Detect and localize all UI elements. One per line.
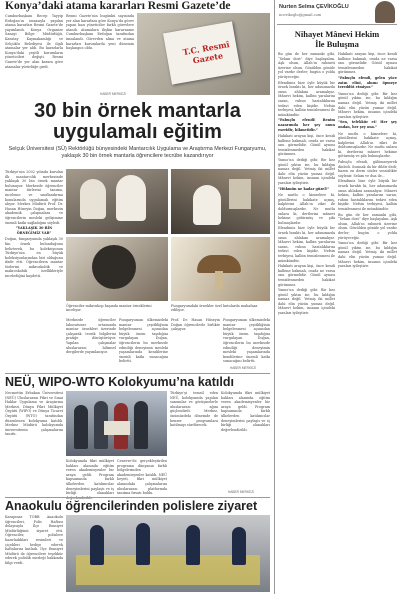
article4-body: Karapınar TOBB Anaokulu öğrencileri, Polis Haftası dolayısıyla İlçe Emniyet Müdürlüğünü ziyaret etti. Öğrenciler, polislere hazırladıkları resimleri ve çiçekleri hediye ederek haftalarını kutladı. İlçe Emniyet Müdürü de öğrencilere teşekkür ederek polislik mesleği hakkında bilgi verdi. <box>5 515 63 565</box>
article2-headline-line2: uygulamalı eğitim <box>53 121 222 143</box>
article2-headline-line1: 30 bin örnek mantarla <box>34 100 241 122</box>
article3-col3: Cenevre’de gerçekleştirilen programa dünyanın farklı bölgelerinden akademisyenler katıldı. NEÜ heyeti, fikri mülkiyet alanındaki çalışmalarını uluslararası platformda tanıtma fırsatı buldu. <box>117 459 167 496</box>
column-title-line1: Nihayet Mânevi Hekim <box>294 29 380 39</box>
column-quote-2: “Pabuçlu efendi, gelen yüce zatın elini, alnını öpmeye tereddüt etmiyor.” <box>338 75 397 90</box>
article3-col5: Kolokyumda fikri mülkiyet hakları alanında eğitim veren akademisyenler bir araya geldi. Program kapsamında farklı ülkelerden katılımcılar deneyimlerini paylaştı ve iş birliği olanakları değerlendirildi. <box>221 391 270 432</box>
column-paragraph-3: Hakikati arayan kişi, önce kendi kalbine bakmalı, orada ne varsa onu görmelidir. Gönül aynası temizlenmeden hakikat görünmez. <box>278 134 335 157</box>
column-paragraph-r1: Hakikati arayan kişi, önce kendi kalbine bakmalı, orada ne varsa onu görmelidir. Gönül aynası temizlenmeden hakikat görünmez. <box>338 52 397 75</box>
article2-subhead: “YAKLAŞIK 30 BİN ÖRNEĞİMİZ VAR” <box>15 226 53 235</box>
article2-col1-more: Doğan, fungaryumda yaklaşık 30 bin örnek bulunduğunu belirterek, bu koleksiyonun Türkiye’nin en büyük koleksiyonlarından biri olduğunu ifade etti. Öğrencilerin mantar türlerini mikroskobik ve makroskobik özellikleriyle incelediğini kaydetti. <box>5 237 63 279</box>
resmi-gazete-photo <box>137 13 270 95</box>
article1-left-column: Cumhurbaşkanı Recep Tayyip Erdoğan’ın imzasıyla yapılan atama kararları Resmi Gazete’de yayımlandı. Konya Organize Sanayi Bölge Müdürlüğü, Karatay Kaymakamlığı ve Selçuklu Belediyesi ile ilgili atamalar yer aldı. Bu kararlarla Konya’daki çeşitli kurumların yöneticileri değişti. Resmi Gazete’de yer alan karara göre atamalar yürürlüğe girdi. <box>5 14 63 69</box>
column-author-email: ncevikoglu@gmail.com <box>279 13 322 17</box>
author-portrait <box>375 1 395 23</box>
section-divider-2 <box>5 497 270 498</box>
column-paragraph-r3: Ne mutlu o kimselere ki, gönüllerini hakikate açmış, kalplerini Allah’ın zikri ile doldurmuşlardır. Ne mutlu onlara ki, dertlerini mânevi hekime götürmüş ve şifa bulmuşlardır. <box>338 131 397 159</box>
article1-headline: Konya’daki atama kararları Resmi Gazete’de <box>5 0 231 12</box>
article3-byline: HABER MERKEZİ <box>228 490 255 494</box>
article1-byline: HABER MERKEZİ <box>100 92 127 96</box>
article4-headline: Anaokulu öğrencilerinden polislere ziyaret <box>5 499 258 513</box>
column-vertical-rule <box>274 0 275 594</box>
column-paragraph-r5: Bu gün de her zamanki gibi, “Selam dost” diye başlayalım. Aşk olsun, Allah’ın rahmeti üzerine olsun. Gönülden gönüle yol vardır derler; bugün o yolda yürüyeceğiz. <box>338 212 397 240</box>
article3-col4: Türkiye’yi temsil eden NEÜ, kolokyumda yapılan sunumlar ve görüşmelerle uluslararası ağını güçlendirdi. Merkez, önümüzdeki dönemde de benzer programlara katılmayı sürdürecek. <box>170 391 218 428</box>
article2-col4: Fungaryumun ülkemizdeki mantar çeşitliliğinin belgelenmesi açısından büyük önem taşıdığını vurgulayan Doğan, öğrencilerin bu merkezde edindiği deneyimin mesleki yaşamlarında kendilerine önemli katkı sunacağını belirtti. <box>119 318 168 364</box>
photo-caption-2: Fungaryumdaki örnekler özel kutularda muhafaza ediliyor. <box>171 304 258 313</box>
column-quote-4: “Sen, tefekkür et! Her şey ondan, her şey ona.” <box>338 120 397 129</box>
column-paragraph-2b: Efendimiz bize öyle büyük bir örnek bıraktı ki, her adımımızda onun ahlakını aramalıyız. Mânevi hekim, kalbin yaralarını saran, ruhun hastalıklarını tedavi eden kişidir. Nefsin terbiyesi, kalbin temizlenmesi ile mümkündür. <box>278 226 335 263</box>
kindergarten-police-photo <box>66 515 270 592</box>
column-title-line2: İle Buluşma <box>315 39 359 49</box>
article2-col6: Fungaryumun ülkemizdeki mantar çeşitliliğinin belgelenmesi açısından büyük önem taşıdığını vurgulayan Doğan, öğrencilerin bu merkezde edindiği deneyimin mesleki yaşamlarında kendilerine önemli katkı sunacağını belirtti. <box>223 318 270 364</box>
column-text-right <box>338 52 397 592</box>
gazette-label: T.C. Resmî Gazete <box>181 39 231 66</box>
article2-col5: Prof. Dr. Hasan Hüseyin Doğan öğrencilerle birlikte çalışıyor. <box>171 318 220 332</box>
column-author-header <box>277 0 397 25</box>
column-paragraph-3b: Hakikati arayan kişi, önce kendi kalbine bakmalı, orada ne varsa onu görmelidir. Gönül aynası temizlenmeden hakikat görünmez. <box>278 264 335 287</box>
article3-headline: NEÜ, WIPO-WTO Kolokyumu’na katıldı <box>5 375 234 389</box>
column-text-left <box>278 52 335 592</box>
article2-lead: Selçuk Üniversitesi (SÜ) Rektörlüğü bünyesindeki Mantarcılık Uygulama ve Araştırma Merkezi Fungaryumu, yaklaşık 30 bin örnek mantarla öğrencilere tecrübe kazandırıyor <box>8 146 267 159</box>
article2-col1-text: Türkiye’nin 2002 yılında kurulan ilk mantarcılık merkezinde yaklaşık 30 bin örnek mantar bulunuyor. Merkezde öğrenciler mantar türlerini tanıma, inceleme ve sınıflandırma konularında uygulamalı eğitim alıyor. Merkez Müdürü Prof. Dr. Hasan Hüseyin Doğan, merkezin akademik çalışmalara ve öğrencilerin mesleki gelişimine önemli katkı sağladığını söyledi. <box>5 170 63 225</box>
microscope-photo <box>66 237 168 301</box>
column-paragraph-r2: Yunus’un dediği gibi: Bir kez gönül yıktın ise, bu kıldığın namaz değil. Yetmiş iki millet dahi elin yüzün yumaz değil. Mânevi hekim, insanın içindeki yaraları iyileştirir. <box>338 91 397 119</box>
article3-col2: Kolokyumda fikri mülkiyet hakları alanında eğitim veren akademisyenler bir araya geldi. Program kapsamında farklı ülkelerden katılımcılar deneyimlerini paylaştı ve iş birliği olanakları değerlendirildi. <box>66 459 114 500</box>
column-paragraph-4b: Yunus’un dediği gibi: Bir kez gönül yıktın ise, bu kıldığın namaz değil. Yetmiş iki millet dahi elin yüzün yumaz değil. Mânevi hekim, insanın içindeki yaraları iyileştirir. <box>278 288 335 316</box>
column-author-name: Nurten Selma ÇEVİKOĞLU <box>279 4 349 10</box>
article3-col1: Necmettin Erbakan Üniversitesi (NEÜ) Uluslararası Fikri ve Sınai Haklar Uygulama ve Araştırma Merkezi, Dünya Fikri Mülkiyet Örgütü (WIPO) ve Dünya Ticaret Örgütü (WTO) tarafından düzenlenen kolokyuma katıldı. Merkez Müdürü kolokyumda üniversitenin çalışmalarını tanıttı. <box>5 391 63 437</box>
column-paragraph-1: Bu gün de her zamanki gibi, “Selam dost” diye başlayalım. Aşk olsun, Allah’ın rahmeti üzerine olsun. Gönülden gönüle yol vardır derler; bugün o yolda yürüyeceğiz. <box>278 52 335 79</box>
article2-col1 <box>5 170 63 370</box>
lab-photo-large <box>66 169 168 234</box>
column-paragraph-2: Efendimiz bize öyle büyük bir örnek bıraktı ki, her adımımızda onun ahlakını aramalıyız. Mânevi hekim, kalbin yaralarını saran, ruhun hastalıklarını tedavi eden kişidir. Nefsin terbiyesi, kalbin temizlenmesi ile mümkündür. <box>278 80 335 117</box>
column-quote-1: “Pabuçlu efendi! Benim nazarımda her şey onun eseridir, hikmetidir.” <box>278 118 335 132</box>
article1-mid-column: Resmi Gazete’nin bugünkü sayısında yer alan kararlara göre Konya’da görev yapan bazı yöneticiler farklı görevlere atandı. Atamalara ilişkin kararname Cumhurbaşkanı Erdoğan tarafından imzalandı. Görevden alma ve atama kararları kurumlarda yeni dönemin başlangıcı oldu. <box>66 14 134 51</box>
column-paragraph-r6: Yunus’un dediği gibi: Bir kez gönül yıktın ise, bu kıldığın namaz değil. Yetmiş iki millet dahi elin yüzün yumaz değil. Mânevi hekim, insanın içindeki yaraları iyileştirir. <box>338 241 397 269</box>
photo-caption-1: Öğrenciler mikroskop başında mantar örneklerini inceliyor. <box>66 304 152 313</box>
column-paragraph-r4: Efendimiz bize öyle büyük bir örnek bıraktı ki, her adımımızda onun ahlakını aramalıyız. Mânevi hekim, kalbin yaralarını saran, ruhun hastalıklarını tedavi eden kişidir. Nefsin terbiyesi, kalbin temizlenmesi ile mümkündür. <box>338 179 397 211</box>
section-divider <box>5 373 270 374</box>
column-paragraph-6: Pabuçlu efendi, gülümseyerek dinledi. Susmak da bir dildir dedi; bazen en derin sözler sessizlikte söylenir. Selam ve dua ile... <box>338 160 397 178</box>
wipo-group-photo <box>66 391 167 456</box>
column-paragraph-4: Yunus’un dediği gibi: Bir kez gönül yıktın ise, bu kıldığın namaz değil. Yetmiş iki millet dahi elin yüzün yumaz değil. Mânevi hekim, insanın içindeki yaraları iyileştirir. <box>278 158 335 186</box>
lab-photo-right <box>171 169 270 234</box>
column-paragraph-5: Ne mutlu o kimselere ki, gönüllerini hakikate açmış, kalplerini Allah’ın zikri ile doldurmuşlardır. Ne mutlu onlara ki, dertlerini mânevi hekime götürmüş ve şifa bulmuşlardır. <box>278 193 335 225</box>
column-quote-3: “Hükmün ne kadar güzel!” <box>278 186 330 191</box>
article2-col3: Merkezde öğrenciler laboratuvar ortamında mantar örnekleri üzerinde çalışarak teorik bilgilerini pratiğe dönüştürüyor. Yapılan çalışmalar uluslararası bilimsel dergilerde yayımlanıyor. <box>66 318 116 355</box>
mushroom-specimen-photo <box>171 237 270 301</box>
article2-byline: HABER MERKEZİ <box>230 366 257 370</box>
